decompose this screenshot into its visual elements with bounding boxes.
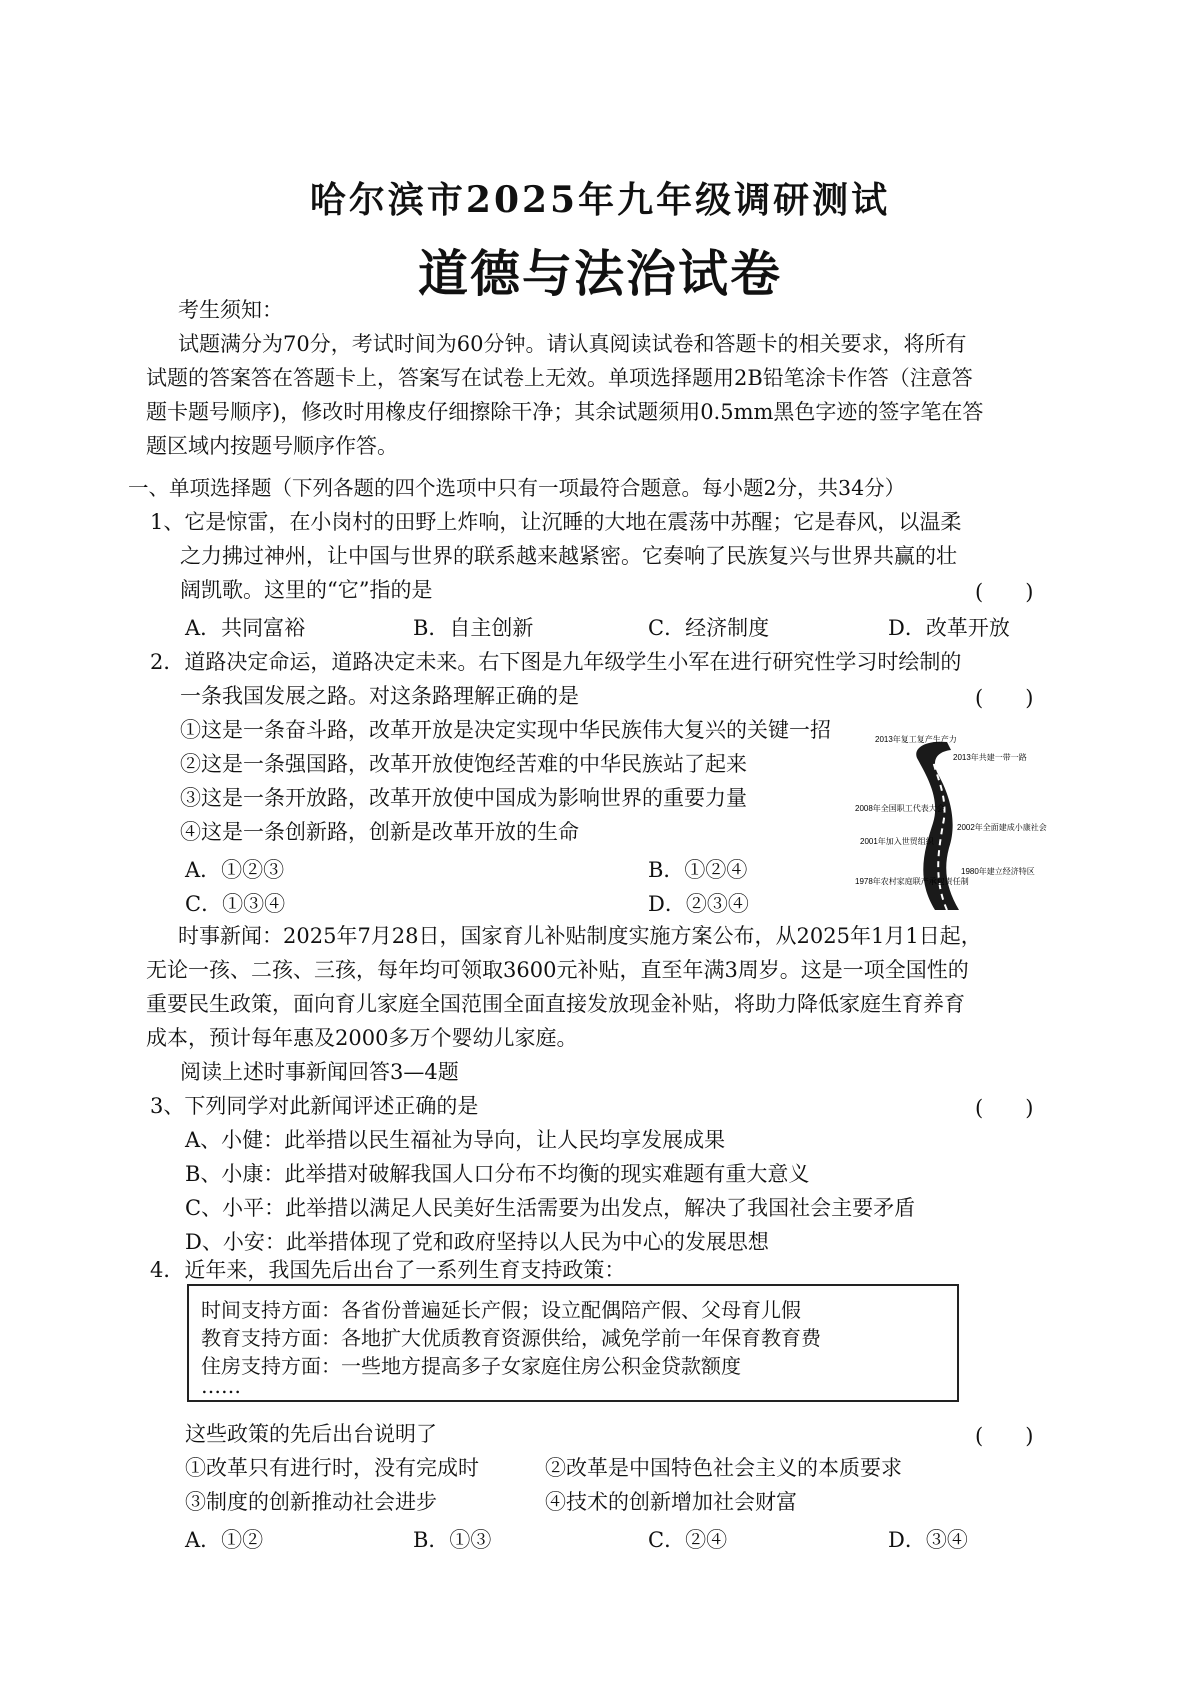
policy-line: 住房支持方面：一些地方提高多子女家庭住房公积金贷款额度 [201, 1354, 741, 1378]
question-4-option-b: B．①③ [413, 1528, 492, 1552]
question-2-line: 一条我国发展之路。对这条路理解正确的是 [180, 684, 579, 708]
notice-line: 题区域内按题号顺序作答。 [146, 434, 398, 458]
question-1-option-d: D．改革开放 [888, 616, 1010, 640]
question-2-option-a: A．①②③ [185, 858, 285, 882]
question-1-line: 之力拂过神州，让中国与世界的联系越来越紧密。它奏响了民族复兴与世界共赢的壮 [180, 544, 957, 568]
answer-parentheses: ( ) [975, 1424, 1034, 1448]
question-1-option-a: A．共同富裕 [185, 616, 306, 640]
question-4-statement: ②改革是中国特色社会主义的本质要求 [545, 1456, 902, 1480]
question-3-option-b: B、小康：此举措对破解我国人口分布不均衡的现实难题有重大意义 [185, 1162, 810, 1186]
news-line: 重要民生政策，面向育儿家庭全国范围全面直接发放现金补贴，将助力降低家庭生育养育 [146, 992, 965, 1016]
policy-line: …… [201, 1374, 241, 1398]
question-2-statement: ③这是一条开放路，改革开放使中国成为影响世界的重要力量 [180, 786, 747, 810]
question-4-statement: ④技术的创新增加社会财富 [545, 1490, 797, 1514]
question-2-line: 2．道路决定命运，道路决定未来。右下图是九年级学生小军在进行研究性学习时绘制的 [150, 650, 962, 674]
figure-label: 2002年全面建成小康社会 [957, 823, 1047, 832]
question-1-option-b: B．自主创新 [413, 616, 534, 640]
question-3-stem: 3、下列同学对此新闻评述正确的是 [150, 1094, 479, 1118]
policy-line: 时间支持方面：各省份普遍延长产假；设立配偶陪产假、父母育儿假 [201, 1298, 801, 1322]
question-4-option-c: C．②④ [648, 1528, 728, 1552]
exam-title: 哈尔滨市2025年九年级调研测试 [309, 179, 891, 221]
notice-line: 试题满分为70分，考试时间为60分钟。请认真阅读试卷和答题卡的相关要求，将所有 [178, 332, 967, 356]
figure-label: 2013年共建一带一路 [953, 753, 1027, 762]
news-line: 时事新闻：2025年7月28日，国家育儿补贴制度实施方案公布，从2025年1月1日起， [178, 924, 982, 948]
news-line: 无论一孩、二孩、三孩，每年均可领取3600元补贴，直至年满3周岁。这是一项全国性的 [146, 958, 969, 982]
answer-parentheses: ( ) [975, 580, 1034, 604]
policy-box [187, 1284, 959, 1402]
question-4-statement: ①改革只有进行时，没有完成时 [185, 1456, 479, 1480]
question-4-question: 这些政策的先后出台说明了 [185, 1422, 437, 1446]
question-3-option-a: A、小健：此举措以民生福祉为导向，让人民均享发展成果 [185, 1128, 726, 1152]
news-line: 成本，预计每年惠及2000多万个婴幼儿家庭。 [146, 1026, 578, 1050]
question-2-statement: ①这是一条奋斗路，改革开放是决定实现中华民族伟大复兴的关键一招 [180, 718, 831, 742]
figure-label: 2001年加入世贸组织 [860, 837, 934, 846]
answer-parentheses: ( ) [975, 686, 1034, 710]
question-2-option-b: B．①②④ [648, 858, 748, 882]
figure-label: 2008年全国职工代表大会 [855, 804, 945, 813]
question-4-stem: 4．近年来，我国先后出台了一系列生育支持政策： [150, 1258, 626, 1282]
policy-line: 教育支持方面：各地扩大优质教育资源供给，减免学前一年保育教育费 [201, 1326, 821, 1350]
figure-label: 2013年复工复产生产力 [875, 735, 957, 744]
exam-subject-title: 道德与法治试卷 [418, 244, 782, 303]
figure-label: 1978年农村家庭联产承包责任制 [855, 877, 969, 886]
question-3-option-d: D、小安：此举措体现了党和政府坚持以人民为中心的发展思想 [185, 1230, 769, 1254]
question-4-statement: ③制度的创新推动社会进步 [185, 1490, 437, 1514]
answer-parentheses: ( ) [975, 1096, 1034, 1120]
figure-label: 1980年建立经济特区 [961, 867, 1035, 876]
question-1-line: 1、它是惊雷，在小岗村的田野上炸响，让沉睡的大地在震荡中苏醒；它是春风，以温柔 [150, 510, 962, 534]
question-2-statement: ②这是一条强国路，改革开放使饱经苦难的中华民族站了起来 [180, 752, 747, 776]
development-road-figure [855, 728, 1047, 910]
question-1-line: 阔凯歌。这里的“它”指的是 [180, 578, 433, 602]
question-2-option-d: D．②③④ [648, 892, 749, 916]
section-heading: 一、单项选择题（下列各题的四个选项中只有一项最符合题意。每小题2分，共34分） [128, 476, 906, 500]
notice-line: 题卡题号顺序)，修改时用橡皮仔细擦除干净；其余试题须用0.5mm黑色字迹的签字笔在答 [146, 400, 984, 424]
notice-label: 考生须知： [178, 298, 283, 322]
question-2-statement: ④这是一条创新路，创新是改革开放的生命 [180, 820, 579, 844]
question-3-option-c: C、小平：此举措以满足人民美好生活需要为出发点，解决了我国社会主要矛盾 [185, 1196, 916, 1220]
question-1-option-c: C．经济制度 [648, 616, 770, 640]
question-2-option-c: C．①③④ [185, 892, 286, 916]
news-instruction: 阅读上述时事新闻回答3—4题 [180, 1060, 459, 1084]
notice-line: 试题的答案答在答题卡上，答案写在试卷上无效。单项选择题用2B铅笔涂卡作答（注意答 [146, 366, 973, 390]
question-4-option-a: A．①② [185, 1528, 264, 1552]
question-4-option-d: D．③④ [888, 1528, 968, 1552]
